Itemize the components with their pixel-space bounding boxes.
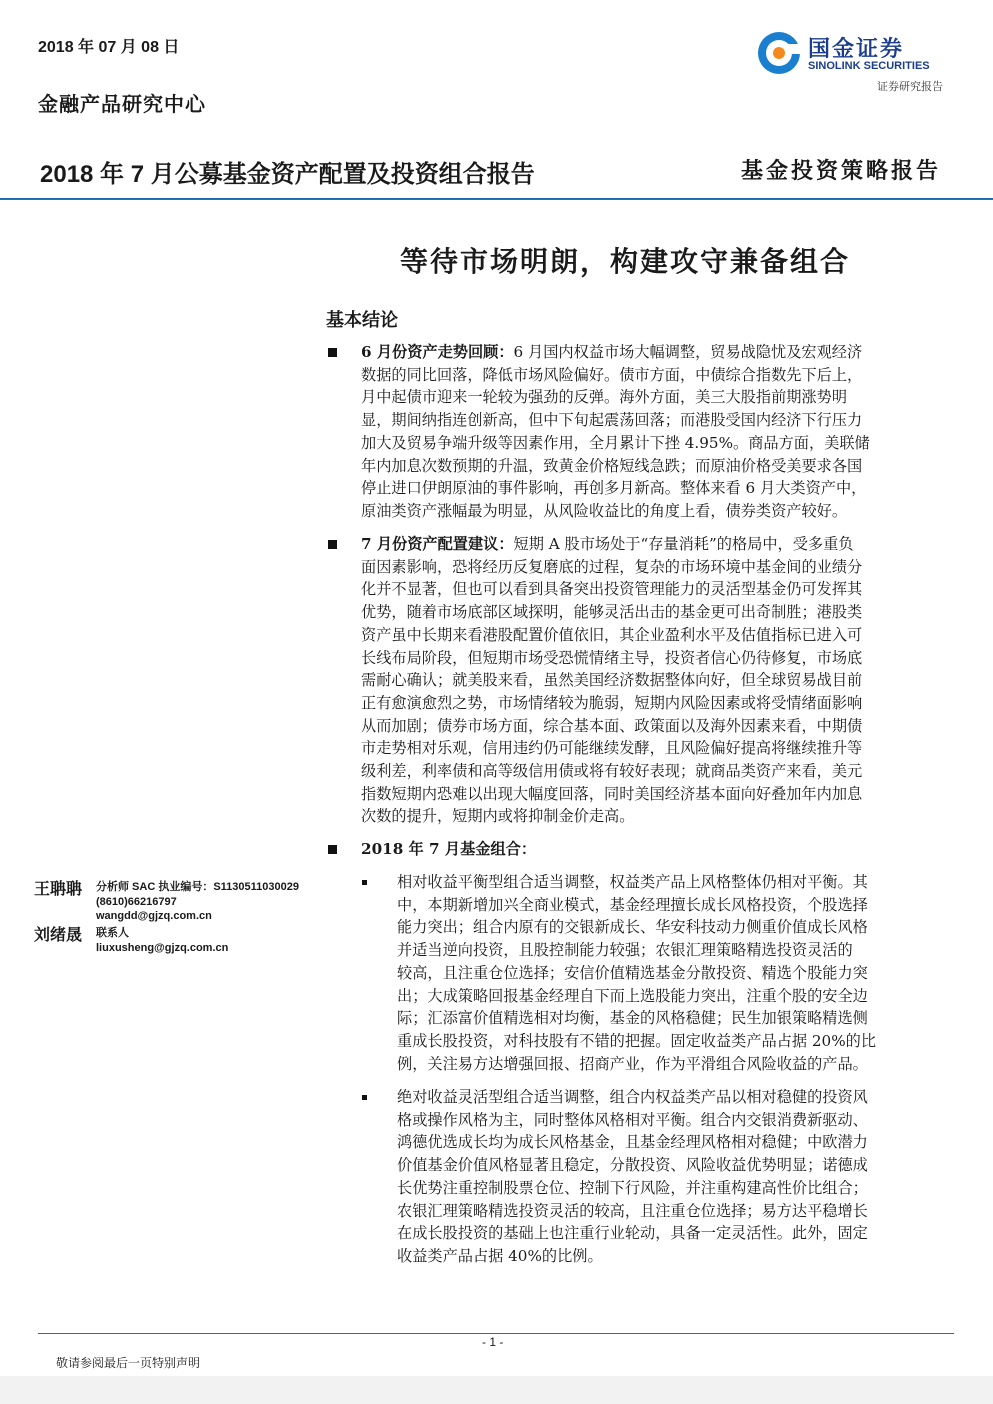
header-divider <box>0 198 993 200</box>
point-line: 在成长股投资的基础上也注重行业轮动，具备一定灵活性。此外，固定 <box>397 1224 868 1243</box>
point-line: 优势，随着市场底部区域探明，能够灵活出击的基金更可出奇制胜；港股类 <box>361 603 863 622</box>
author-sac-label: 分析师 SAC 执业编号：S1130511030029 <box>96 881 299 893</box>
point-line: 出；大成策略回报基金经理自下而上选股能力突出，注重个股的安全边 <box>397 986 868 1005</box>
report-date: 2018 年 07 月 08 日 <box>38 39 180 56</box>
point-line: 鸿德优选成长均为成长风格基金，且基金经理风格相对稳健；中欧潜力 <box>397 1133 868 1152</box>
point-line: 例，关注易方达增强回报、招商产业，作为平滑组合风险收益的产品。 <box>397 1054 868 1073</box>
point-line: 格或操作风格为主，同时整体风格相对平衡。组合内交银消费新驱动、 <box>397 1110 868 1129</box>
point-line: 数据的同比回落，降低市场风险偏好。债市方面，中债综合指数先下后上， <box>361 365 863 384</box>
conclusion-point-1 <box>361 341 938 523</box>
author-details <box>96 880 299 924</box>
author-email[interactable]: liuxusheng@gjzq.com.cn <box>96 941 229 954</box>
point-line: 际；汇添富价值精选相对均衡，基金的风格稳健；民生加银策略精选侧 <box>397 1009 868 1028</box>
disclaimer-note: 敬请参阅最后一页特别声明 <box>56 1356 201 1370</box>
bullet-square-icon <box>328 845 337 854</box>
point-line: 加大及贸易争端升级等因素作用，全月累计下挫 4.95%。商品方面，美联储 <box>361 433 870 452</box>
point-line: 指数短期内恐难以出现大幅度回落，同时美国经济基本面向好叠加年内加息 <box>361 784 863 803</box>
point-line: 并适当逆向投资，且股控制能力较强；农银汇理策略精选投资灵活的 <box>397 941 853 960</box>
bullet-square-icon <box>328 348 337 357</box>
point-line: 显，期间纳指连创新高，但中下旬起震荡回落；而港股受国内经济下行压力 <box>361 411 863 430</box>
sub-bullet-icon <box>362 880 367 885</box>
point-line: 收益类产品占据 40%的比例。 <box>397 1246 603 1265</box>
page-number: - 1 - <box>482 1335 504 1349</box>
point-line: 6 月国内权益市场大幅调整，贸易战隐忧及宏观经济 <box>513 343 863 361</box>
point-line: 市走势相对乐观，信用违约仍可能继续发酵，且风险偏好提高将继续推升等 <box>361 739 863 758</box>
point-line: 年内加息次数预期的升温，致黄金价格短线急跌；而原油价格受美要求各国 <box>361 456 863 475</box>
point-line: 短期 A 股市场处于“存量消耗”的格局中，受多重负 <box>513 535 854 553</box>
point-line: 正有愈演愈烈之势，市场情绪较为脆弱，短期内风险因素或将受情绪面影响 <box>361 693 863 712</box>
portfolio-relative-return <box>397 871 940 1075</box>
department-name: 金融产品研究中心 <box>38 92 206 116</box>
conclusion-point-3 <box>361 838 938 861</box>
author-phone: (8610)66216797 <box>96 895 177 908</box>
logo-english-name: SINOLINK SECURITIES <box>808 60 930 72</box>
point-lead: 7 月份资产配置建议： <box>361 535 514 553</box>
company-logo <box>756 30 946 78</box>
point-line: 重成长股投资，对科技股有不错的把握。固定收益类产品占据 20%的比 <box>397 1031 877 1050</box>
point-line: 停止进口伊朗原油的事件影响，再创多月新高。整体来看 6 月大类资产中， <box>361 479 867 498</box>
author-name: 王聃聃 <box>34 879 83 898</box>
point-line: 月中起债市迎来一轮较为强劲的反弹。海外方面，美三大股指前期涨势明 <box>361 388 847 407</box>
footer-divider <box>38 1333 954 1334</box>
report-title: 2018 年 7 月公募基金资产配置及投资组合报告 <box>40 161 535 188</box>
author-name: 刘绪晟 <box>34 925 83 944</box>
author-details <box>96 926 228 955</box>
point-line: 从而加剧；债券市场方面，综合基本面、政策面以及海外因素来看，中期债 <box>361 716 863 735</box>
portfolio-absolute-return <box>397 1086 940 1268</box>
point-line: 农银汇理策略精选投资灵活的较高，且注重仓位选择；易方达平稳增长 <box>397 1201 868 1220</box>
page-bottom-band <box>0 1376 993 1404</box>
author-contact-label: 联系人 <box>96 927 129 939</box>
author-email[interactable]: wangdd@gjzq.com.cn <box>96 910 212 922</box>
point-line: 化并不显著，但也可以看到具备突出投资管理能力的灵活型基金仍可发挥其 <box>361 580 863 599</box>
logo-chinese-name: 国金证券 <box>808 36 905 61</box>
point-lead: 6 月份资产走势回顾： <box>361 343 514 361</box>
bullet-square-icon <box>328 540 337 549</box>
conclusion-point-2 <box>361 533 938 828</box>
point-line: 价值基金价值风格显著且稳定，分散投资、风险收益优势明显；诺德成 <box>397 1156 868 1175</box>
point-line: 面因素影响，恐将经历反复磨底的过程，复杂的市场环境中基金间的业绩分 <box>361 557 863 576</box>
point-line: 长优势注重控制股票仓位、控制下行风险，并注重构建高性价比组合； <box>397 1178 868 1197</box>
sub-bullet-icon <box>362 1095 367 1100</box>
point-line: 中，本期新增加兴全商业模式，基金经理擅长成长风格投资，个股选择 <box>397 895 868 914</box>
point-line: 较高，且注重仓位选择；安信价值精选基金分散投资、精选个股能力突 <box>397 963 868 982</box>
point-line: 能力突出；组合内原有的交银新成长、华安科技动力侧重价值成长风格 <box>397 918 868 937</box>
point-line: 长线布局阶段，但短期市场受恐慌情绪主导，投资者信心仍待修复，市场底 <box>361 648 863 667</box>
point-line: 绝对收益灵活型组合适当调整，组合内权益类产品以相对稳健的投资风 <box>397 1088 868 1106</box>
logo-mark-icon <box>756 30 802 76</box>
section-heading: 基本结论 <box>326 310 398 331</box>
report-category: 基金投资策略报告 <box>740 158 941 184</box>
point-line: 级利差，利率债和高等级信用债或将有较好表现；就商品类资产来看，美元 <box>361 762 863 781</box>
point-lead: 2018 年 7 月基金组合： <box>361 840 537 858</box>
point-line: 次数的提升，短期内或将抑制金价走高。 <box>361 807 635 826</box>
point-line: 原油类资产涨幅最为明显，从风险收益比的角度上看，债券类资产较好。 <box>361 501 847 520</box>
report-type-label: 证券研究报告 <box>877 80 943 93</box>
point-line: 资产虽中长期来看港股配置价值依旧，其企业盈利水平及估值指标已进入可 <box>361 625 863 644</box>
point-line: 需耐心确认；就美股来看，虽然美国经济数据整体向好，但全球贸易战目前 <box>361 671 863 690</box>
headline: 等待市场明朗，构建攻守兼备组合 <box>400 245 851 278</box>
point-line: 相对收益平衡型组合适当调整，权益类产品上风格整体仍相对平衡。其 <box>397 873 868 891</box>
